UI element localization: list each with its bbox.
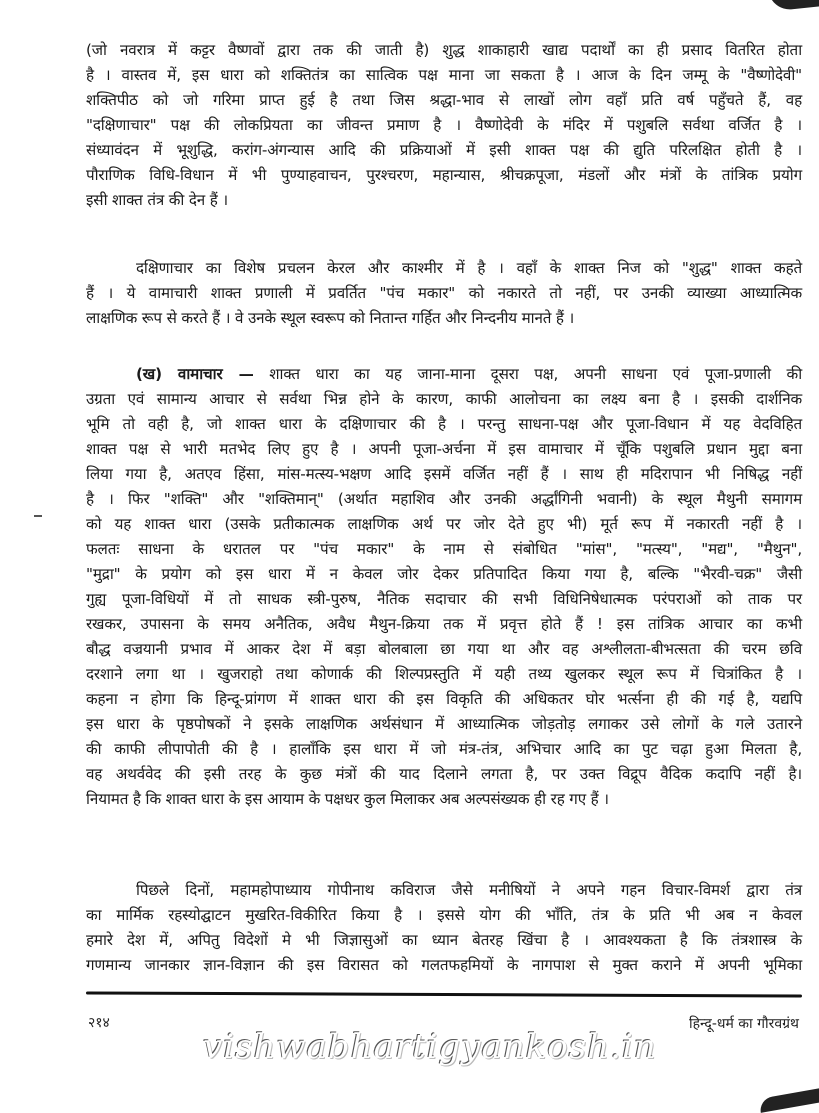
text-line [86, 362, 802, 387]
text-line: वह अथर्ववेद की इसी तरह के कुछ मंत्रों की याद दिलाने लगता है, पर उक्त विद्रूप वैदिक कदापि नहीं है। [86, 765, 802, 783]
page-number: २१४ [88, 1015, 110, 1031]
text-line: इसी शाक्त तंत्र की देन हैं । [86, 191, 228, 209]
footer-rule [86, 991, 802, 997]
section-heading: (ख) वामाचार — [136, 365, 254, 383]
text-line: फलतः साधना के धरातल पर "पंच मकार" के नाम से संबोधित "मांस", "मत्स्य", "मद्य", "मैथुन", [86, 540, 802, 558]
text-line: संध्यावंदन में भूशुद्धि, करांग-अंगन्यास आदि की प्रक्रियाओं में इसी शाक्त पक्ष की द्युति परिलक्षित होती है । [86, 141, 802, 159]
text-line: लाक्षणिक रूप से करते हैं । वे उनके स्थूल स्वरूप को नितान्त गर्हित और निन्दनीय मानते हैं । [86, 309, 575, 327]
text-line: शाक्त पक्ष से भारी मतभेद लिए हुए है । अपनी पूजा-अर्चना में इस वामाचार में चूँकि पशुबलि प्रधान मुद्दा बना [86, 440, 802, 458]
text-line: "दक्षिणाचार" पक्ष की लोकप्रियता का जीवन्त प्रमाण है । वैष्णोदेवी के मंदिर में पशुबलि सर्वथा वर्जित है । [86, 116, 802, 134]
paragraph-vamachar [86, 362, 802, 812]
text-line: का मार्मिक रहस्योद्घाटन मुखरित-विकीरित किया है । इससे योग की भाँति, तंत्र के प्रति भी अब न केवल [86, 906, 802, 924]
text-line: (जो नवरात्र में कट्टर वैष्णवों द्वारा तक की जाती है) शुद्ध शाकाहारी खाद्य पदार्थों का ही प्रसाद वितरित होता [86, 41, 802, 59]
text-line: भूमि तो वही है, जो शाक्त धारा के दक्षिणाचार की है । परन्तु साधना-पक्ष और पूजा-विधान में यह वेदविहित [86, 415, 802, 433]
text-line-rest: शाक्त धारा का यह जाना-माना दूसरा पक्ष, अपनी साधना एवं पूजा-प्रणाली की [269, 365, 802, 383]
text-line: पिछले दिनों, महामहोपाध्याय गोपीनाथ कविराज जैसे मनीषियों ने अपने गहन विचार-विमर्श द्वारा तंत्र [136, 881, 802, 899]
text-line: इस धारा के पृष्ठपोषकों ने इसके लाक्षणिक अर्थसंधान में आध्यात्मिक जोड़तोड़ लगाकर उसे लोगों के गले उतारने [86, 715, 802, 733]
paragraph-recent [86, 878, 802, 978]
text-line: नियामत है कि शाक्त धारा के इस आयाम के पक्षधर कुल मिलाकर अब अल्पसंख्यक ही रह गए हैं । [86, 790, 609, 808]
text-line: उग्रता एवं सामान्य आचार से सर्वथा भिन्न होने के कारण, काफी आलोचना का लक्ष्य बना है । इसकी दार्शनिक [86, 390, 802, 408]
text-line: बौद्ध वज्रयानी प्रभाव में आकर देश में बड़ा बोलबाला छा गया था और वह अश्लीलता-बीभत्सता की चरम छवि [86, 640, 802, 658]
text-line: को यह शाक्त धारा (उसके प्रतीकात्मक लाक्षणिक अर्थ पर जोर देते हुए भी) मूर्त रूप में नकारती नहीं है । [86, 515, 802, 533]
paragraph-continuation [86, 38, 802, 213]
text-line: कहना न होगा कि हिन्दू-प्रांगण में शाक्त धारा की इस विकृति की अधिकतर घोर भर्त्सना ही की गई है, यद्यपि [86, 690, 802, 708]
text-line: शक्तिपीठ को जो गरिमा प्राप्त हुई है तथा जिस श्रद्धा-भाव से लाखों लोग वहाँ प्रति वर्ष पहुँचते हैं, वह [86, 91, 802, 109]
text-line: गणमान्य जानकार ज्ञान-विज्ञान की इस विरासत को गलतफहमियों के नागपाश से मुक्त कराने में अपनी भूमिका [86, 956, 802, 974]
text-line: रखकर, उपासना के समय अनैतिक, अवैध मैथुन-क्रिया तक में प्रवृत्त होते हैं ! इस तांत्रिक आचार का कभी [86, 615, 802, 633]
paragraph-dakshinachar [86, 256, 802, 331]
watermark: vishwabhartigyankosh.in [203, 1027, 657, 1067]
running-title: हिन्दू-धर्म का गौरवग्रंथ [689, 1016, 799, 1032]
text-line: है । फिर "शक्ति" और "शक्तिमान्" (अर्थात महाशिव और उनकी अर्द्धांगिनी भवानी) के स्थूल मैथुनी समागम [86, 490, 802, 508]
text-line: हैं । ये वामाचारी शाक्त प्रणाली में प्रवर्तित "पंच मकार" को नकारते तो नहीं, पर उनकी व्याख्या आध्यात्मिक [86, 284, 802, 302]
margin-mark [34, 515, 42, 517]
text-line: दरशाने लगा था । खुजराहो तथा कोणार्क की शिल्पप्रस्तुति में यही तथ्य खुलकर स्थूल रूप में चित्रांकित है । [86, 665, 802, 683]
text-line: पौराणिक विधि-विधान में भी पुण्याहवाचन, पुरश्चरण, महान्यास, श्रीचक्रपूजा, मंडलों और मंत्रों के तांत्रिक प्रयोग [86, 166, 802, 184]
text-line: हमारे देश में, अपितु विदेशों मे भी जिज्ञासुओं का ध्यान बेतरह खिंचा है । आवश्यकता है कि तंत्रशास्त्र के [86, 931, 802, 949]
text-line: गुह्य पूजा-विधियों में तो साधक स्त्री-पुरुष, नैतिक सदाचार की सभी विधिनिषेधात्मक परंपराओं को ताक पर [86, 590, 802, 608]
text-line: "मुद्रा" के प्रयोग को इस धारा में न केवल जोर देकर प्रतिपादित किया गया है, बल्कि "भैरवी-चक्र" जैसी [86, 565, 802, 583]
text-line: दक्षिणाचार का विशेष प्रचलन केरल और काश्मीर में है । वहाँ के शाक्त निज को "शुद्ध" शाक्त कहते [136, 259, 802, 277]
scan-corner-shadow [768, 0, 819, 12]
text-line: की काफी लीपापोती की है । हालाँकि इस धारा में जो मंत्र-तंत्र, अभिचार आदि का पुट चढ़ा हुआ मिलता है, [86, 740, 802, 758]
scan-corner-shadow [758, 1085, 819, 1113]
text-line: है । वास्तव में, इस धारा को शक्तितंत्र का सात्विक पक्ष माना जा सकता है । आज के दिन जम्मू के "वैष्णोदेवी" [86, 66, 802, 84]
text-line: लिया गया है, अतएव हिंसा, मांस-मत्स्य-भक्षण आदि इसमें वर्जित नहीं हैं । साथ ही मदिरापान भी निषिद्ध नहीं [86, 465, 802, 483]
